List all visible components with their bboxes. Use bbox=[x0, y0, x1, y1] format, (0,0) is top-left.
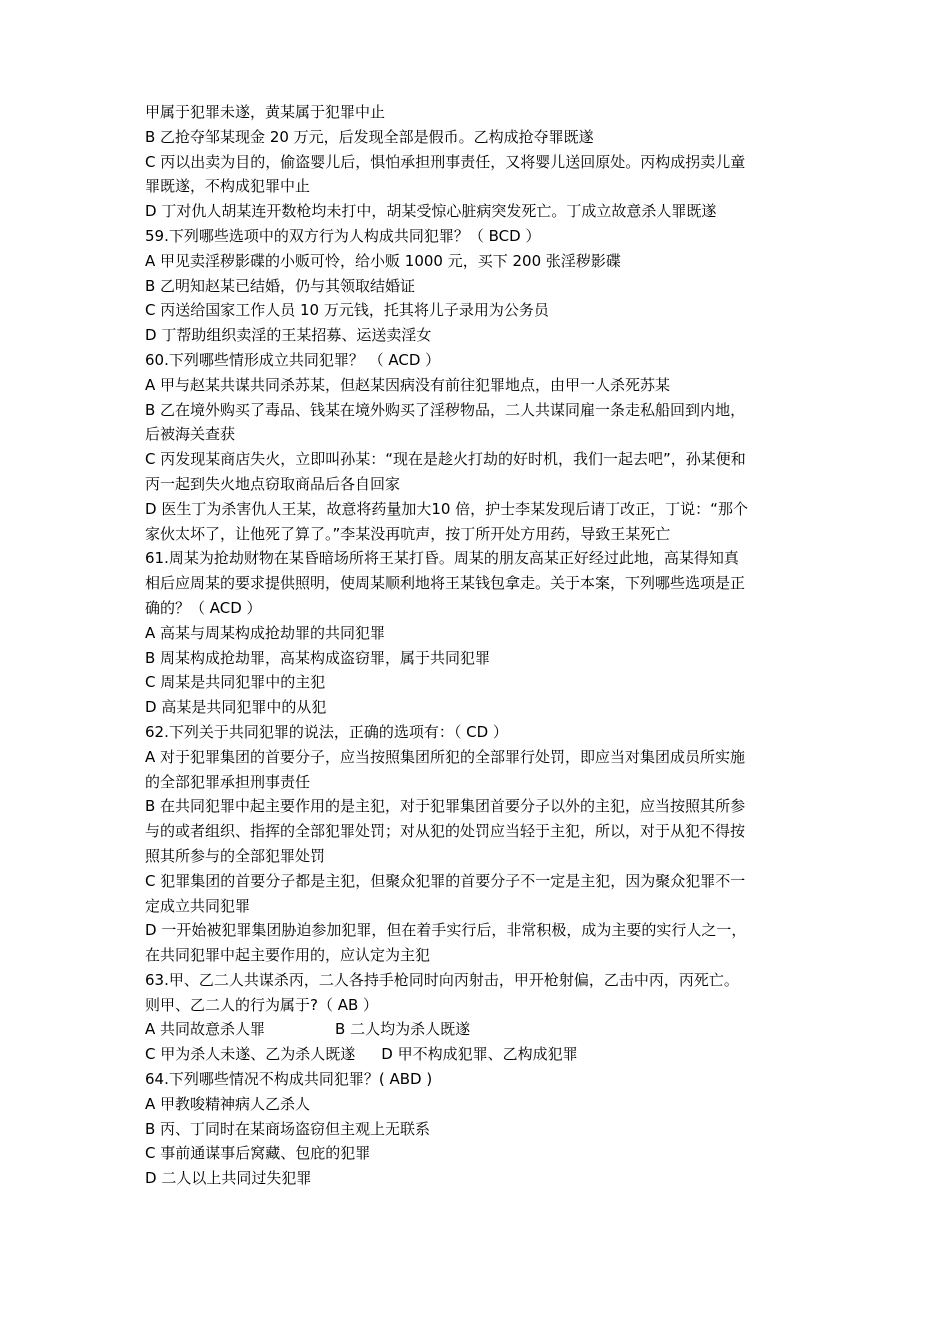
text-line: 后被海关查获 bbox=[145, 425, 236, 444]
text-line: C 丙以出卖为目的，偷盗婴儿后，惧怕承担刑事责任，又将婴儿送回原处。丙构成拐卖儿童 bbox=[145, 152, 746, 171]
text-line: 家伙太坏了，让他死了算了。”李某没再吭声，按丁所开处方用药，导致王某死亡 bbox=[145, 524, 671, 543]
option-row bbox=[145, 1017, 825, 1042]
document-body bbox=[145, 100, 825, 1191]
text-line: B 乙明知赵某已结婚，仍与其领取结婚证 bbox=[145, 276, 416, 295]
option-a: A 共同故意杀人罪 bbox=[145, 1020, 266, 1039]
text-line: B 在共同犯罪中起主要作用的是主犯，对于犯罪集团首要分子以外的主犯，应当按照其所参 bbox=[145, 797, 746, 816]
text-line: A 甲与赵某共谋共同杀苏某，但赵某因病没有前往犯罪地点，由甲一人杀死苏某 bbox=[145, 375, 671, 394]
option-row bbox=[145, 1042, 825, 1067]
text-line: A 甲见卖淫秽影碟的小贩可怜，给小贩 1000 元，买下 200 张淫秽影碟 bbox=[145, 251, 621, 270]
question-59: 59.下列哪些选项中的双方行为人构成共同犯罪？（ BCD ） bbox=[145, 226, 541, 245]
question-62: 62.下列关于共同犯罪的说法，正确的选项有：（ CD ） bbox=[145, 722, 508, 741]
text-line: 丙一起到失火地点窃取商品后各自回家 bbox=[145, 474, 401, 493]
question-64: 64.下列哪些情况不构成共同犯罪？( ABD ) bbox=[145, 1070, 433, 1089]
text-line: D 一开始被犯罪集团胁迫参加犯罪，但在着手实行后，非常积极，成为主要的实行人之一， bbox=[145, 921, 747, 940]
text-line: B 乙在境外购买了毒品、钱某在境外购买了淫秽物品，二人共谋同雇一条走私船回到内地， bbox=[145, 400, 746, 419]
text-line: C 事前通谋事后窝藏、包庇的犯罪 bbox=[145, 1144, 371, 1163]
text-line: C 周某是共同犯罪中的主犯 bbox=[145, 673, 326, 692]
text-line: D 丁帮助组织卖淫的王某招募、运送卖淫女 bbox=[145, 326, 432, 345]
text-line: A 对于犯罪集团的首要分子，应当按照集团所犯的全部罪行处罚，即应当对集团成员所实施 bbox=[145, 747, 746, 766]
option-b: B 二人均为杀人既遂 bbox=[335, 1020, 471, 1039]
text-line: C 犯罪集团的首要分子都是主犯，但聚众犯罪的首要分子不一定是主犯，因为聚众犯罪不一 bbox=[145, 871, 746, 890]
text-line: 定成立共同犯罪 bbox=[145, 896, 251, 915]
text-line: C 丙送给国家工作人员 10 万元钱，托其将儿子录用为公务员 bbox=[145, 301, 549, 320]
text-line: B 丙、丁同时在某商场盗窃但主观上无联系 bbox=[145, 1119, 431, 1138]
text-line: 在共同犯罪中起主要作用的，应认定为主犯 bbox=[145, 946, 431, 965]
option-c: C 甲为杀人未遂、乙为杀人既遂 bbox=[145, 1045, 356, 1064]
text-line: A 甲教唆精神病人乙杀人 bbox=[145, 1094, 311, 1113]
text-line: A 高某与周某构成抢劫罪的共同犯罪 bbox=[145, 623, 386, 642]
option-d: D 甲不构成犯罪、乙构成犯罪 bbox=[381, 1045, 578, 1064]
text-line: 则甲、乙二人的行为属于?（ AB ） bbox=[145, 995, 379, 1014]
question-63: 63.甲、乙二人共谋杀丙，二人各持手枪同时向丙射击，甲开枪射偏，乙击中丙，丙死亡。 bbox=[145, 970, 739, 989]
text-line: 的全部犯罪承担刑事责任 bbox=[145, 772, 311, 791]
text-line: D 高某是共同犯罪中的从犯 bbox=[145, 698, 327, 717]
text-line: D 医生丁为杀害仇人王某，故意将药量加大10 倍，护士李某发现后请丁改正，丁说：“那个 bbox=[145, 499, 748, 518]
question-60: 60.下列哪些情形成立共同犯罪？ （ ACD ） bbox=[145, 350, 441, 369]
text-line: 确的？（ ACD ） bbox=[145, 598, 262, 617]
text-line: D 二人以上共同过失犯罪 bbox=[145, 1169, 312, 1188]
text-line: D 丁对仇人胡某连开数枪均未打中，胡某受惊心脏病突发死亡。丁成立故意杀人罪既遂 bbox=[145, 202, 717, 221]
text-line: 照其所参与的全部犯罪处罚 bbox=[145, 846, 326, 865]
text-line: 罪既遂，不构成犯罪中止 bbox=[145, 177, 311, 196]
text-line: 相后应周某的要求提供照明，使周某顺利地将王某钱包拿走。关于本案，下列哪些选项是正 bbox=[145, 574, 746, 593]
text-line: C 丙发现某商店失火，立即叫孙某：“现在是趁火打劫的好时机，我们一起去吧”，孙某便和 bbox=[145, 450, 746, 469]
text-line: 与的或者组织、指挥的全部犯罪处罚；对从犯的处罚应当轻于主犯，所以，对于从犯不得按 bbox=[145, 822, 746, 841]
text-line: B 乙抢夺邹某现金 20 万元，后发现全部是假币。乙构成抢夺罪既遂 bbox=[145, 127, 594, 146]
text-line: B 周某构成抢劫罪，高某构成盗窃罪，属于共同犯罪 bbox=[145, 648, 491, 667]
text-line: 甲属于犯罪未遂，黄某属于犯罪中止 bbox=[145, 103, 386, 121]
question-61: 61.周某为抢劫财物在某昏暗场所将王某打昏。周某的朋友高某正好经过此地，高某得知真 bbox=[145, 549, 739, 568]
